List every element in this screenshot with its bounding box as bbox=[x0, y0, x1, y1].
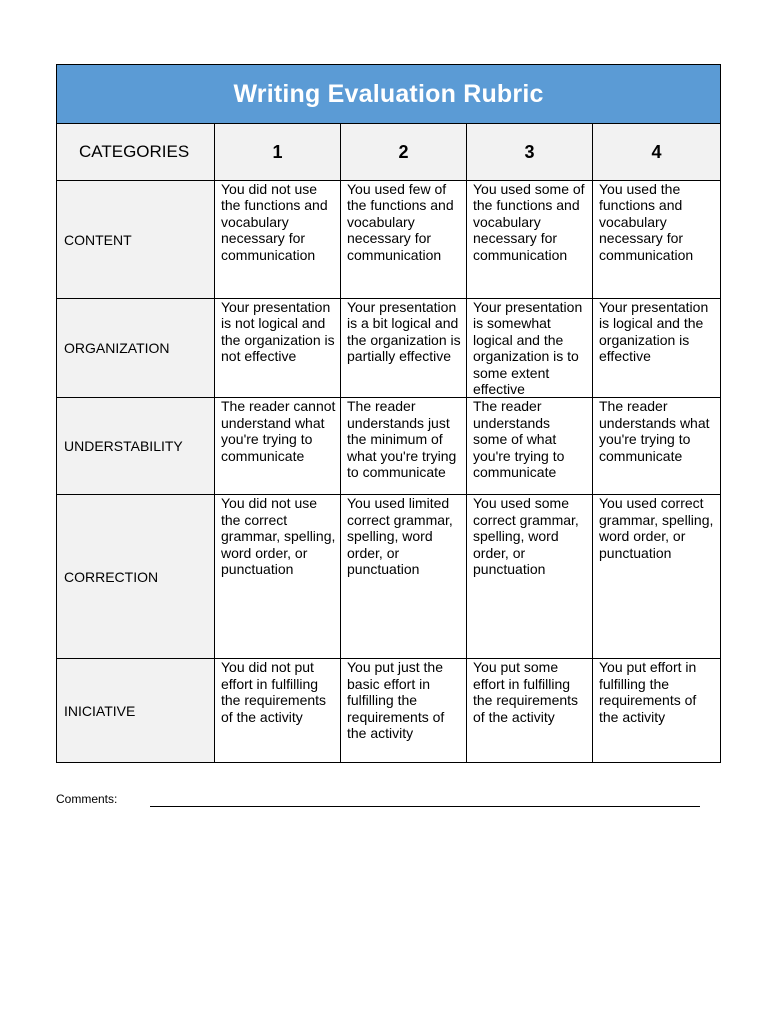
table-row bbox=[57, 495, 721, 659]
table-row bbox=[57, 299, 721, 398]
category-content: CONTENT bbox=[57, 181, 215, 299]
criterion-cell: Your presentation is not logical and the organization is not effective bbox=[215, 299, 341, 398]
criterion-cell: The reader understands some of what you're trying to communicate bbox=[467, 398, 593, 495]
criterion-cell: You used some of the functions and vocabulary necessary for communication bbox=[467, 181, 593, 299]
criterion-cell: The reader understands just the minimum of what you're trying to communicate bbox=[341, 398, 467, 495]
criterion-cell: You put some effort in fulfilling the requirements of the activity bbox=[467, 659, 593, 763]
criterion-cell: You did not use the functions and vocabulary necessary for communication bbox=[215, 181, 341, 299]
criterion-cell: You used limited correct grammar, spelling, word order, or punctuation bbox=[341, 495, 467, 659]
rubric-table bbox=[56, 64, 721, 763]
criterion-cell: You used the functions and vocabulary necessary for communication bbox=[593, 181, 721, 299]
criterion-cell: Your presentation is a bit logical and the organization is partially effective bbox=[341, 299, 467, 398]
comments-label: Comments: bbox=[56, 792, 118, 806]
category-organization: ORGANIZATION bbox=[57, 299, 215, 398]
criterion-cell: Your presentation is logical and the organization is effective bbox=[593, 299, 721, 398]
title-row bbox=[57, 65, 721, 124]
category-correction: CORRECTION bbox=[57, 495, 215, 659]
comments-input-line[interactable] bbox=[150, 806, 700, 807]
table-row bbox=[57, 398, 721, 495]
category-iniciative: INICIATIVE bbox=[57, 659, 215, 763]
criterion-cell: The reader understands what you're trying to communicate bbox=[593, 398, 721, 495]
table-row bbox=[57, 659, 721, 763]
criterion-cell: The reader cannot understand what you're trying to communicate bbox=[215, 398, 341, 495]
criterion-cell: You used few of the functions and vocabulary necessary for communication bbox=[341, 181, 467, 299]
table-row bbox=[57, 181, 721, 299]
criterion-cell: You used some correct grammar, spelling, word order, or punctuation bbox=[467, 495, 593, 659]
criterion-cell: You put just the basic effort in fulfilling the requirements of the activity bbox=[341, 659, 467, 763]
categories-header: CATEGORIES bbox=[57, 124, 215, 181]
score-header-4: 4 bbox=[593, 124, 721, 181]
criterion-cell: You put effort in fulfilling the requirements of the activity bbox=[593, 659, 721, 763]
criterion-cell: You did not put effort in fulfilling the requirements of the activity bbox=[215, 659, 341, 763]
header-row bbox=[57, 124, 721, 181]
rubric-title: Writing Evaluation Rubric bbox=[57, 65, 721, 124]
score-header-1: 1 bbox=[215, 124, 341, 181]
criterion-cell: You did not use the correct grammar, spelling, word order, or punctuation bbox=[215, 495, 341, 659]
category-understability: UNDERSTABILITY bbox=[57, 398, 215, 495]
score-header-2: 2 bbox=[341, 124, 467, 181]
criterion-cell: You used correct grammar, spelling, word order, or punctuation bbox=[593, 495, 721, 659]
criterion-cell: Your presentation is somewhat logical and the organization is to some extent effective bbox=[467, 299, 593, 398]
score-header-3: 3 bbox=[467, 124, 593, 181]
